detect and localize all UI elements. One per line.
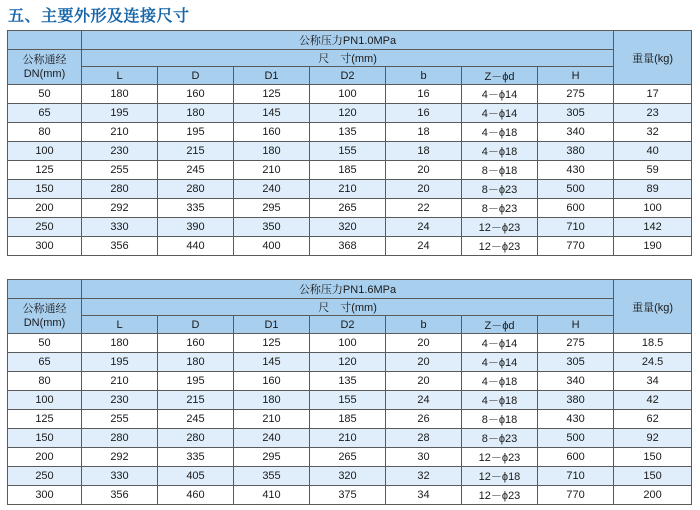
table-cell: 280 xyxy=(82,429,158,448)
table-cell: 250 xyxy=(8,467,82,486)
table-cell: 280 xyxy=(158,429,234,448)
table-cell: 240 xyxy=(234,429,310,448)
table-cell: 320 xyxy=(310,467,386,486)
table-row xyxy=(8,353,692,372)
table-cell: 280 xyxy=(82,180,158,199)
table-cell: 50 xyxy=(8,85,82,104)
table-cell: 410 xyxy=(234,486,310,505)
table-cell: 20 xyxy=(386,372,462,391)
table-row xyxy=(8,448,692,467)
table-cell: 65 xyxy=(8,353,82,372)
spec-table-pn10 xyxy=(7,30,692,256)
table-row xyxy=(8,372,692,391)
table-row xyxy=(8,123,692,142)
table-cell: 430 xyxy=(538,161,614,180)
table-cell: 440 xyxy=(158,237,234,256)
table-cell: 160 xyxy=(158,334,234,353)
table-cell: 180 xyxy=(234,142,310,161)
table-cell: 145 xyxy=(234,104,310,123)
table-cell: 120 xyxy=(310,104,386,123)
weight-header: 重量(kg) xyxy=(614,31,692,85)
table-cell: 210 xyxy=(310,429,386,448)
dn-header xyxy=(8,50,82,85)
table-cell: 245 xyxy=(158,410,234,429)
table-cell: 255 xyxy=(82,410,158,429)
table-cell: 380 xyxy=(538,391,614,410)
table-cell: 295 xyxy=(234,448,310,467)
table-cell: 100 xyxy=(8,142,82,161)
table-row xyxy=(8,429,692,448)
table-cell: 20 xyxy=(386,353,462,372)
dn-header-line2: DN(mm) xyxy=(23,68,66,80)
table-row xyxy=(8,237,692,256)
table-cell: 335 xyxy=(158,448,234,467)
table-row xyxy=(8,142,692,161)
table-cell: 4－ϕ14 xyxy=(462,353,538,372)
table-cell: 135 xyxy=(310,372,386,391)
table-cell: 405 xyxy=(158,467,234,486)
dn-header-line1: 公称通经 xyxy=(22,303,67,315)
pressure-label: 公称压力PN1.6MPa xyxy=(82,280,614,299)
table-cell: 8－ϕ18 xyxy=(462,161,538,180)
table-cell: 230 xyxy=(82,391,158,410)
table-cell: 150 xyxy=(8,180,82,199)
table-cell: 210 xyxy=(82,123,158,142)
table-cell: 125 xyxy=(234,85,310,104)
table-cell: 180 xyxy=(158,104,234,123)
table-cell: 20 xyxy=(386,334,462,353)
table-body xyxy=(8,334,692,505)
table-cell: 210 xyxy=(310,180,386,199)
spec-table-pn16 xyxy=(7,279,692,505)
table-row xyxy=(8,410,692,429)
table-body xyxy=(8,85,692,256)
table-cell: 430 xyxy=(538,410,614,429)
column-header: Z－ϕd xyxy=(462,67,538,85)
table-cell: 200 xyxy=(8,199,82,218)
table-cell: 500 xyxy=(538,180,614,199)
table-cell: 195 xyxy=(82,104,158,123)
table-cell: 28 xyxy=(386,429,462,448)
dn-header-line2: DN(mm) xyxy=(23,317,66,329)
table-cell: 390 xyxy=(158,218,234,237)
table-cell: 295 xyxy=(234,199,310,218)
table-cell: 305 xyxy=(538,104,614,123)
table-cell: 125 xyxy=(8,161,82,180)
table-cell: 275 xyxy=(538,85,614,104)
table-cell: 18.5 xyxy=(614,334,692,353)
table-cell: 400 xyxy=(234,237,310,256)
table-cell: 8－ϕ18 xyxy=(462,410,538,429)
table-cell: 100 xyxy=(310,85,386,104)
table-cell: 240 xyxy=(234,180,310,199)
table-row xyxy=(8,161,692,180)
table-cell: 355 xyxy=(234,467,310,486)
table-cell: 200 xyxy=(8,448,82,467)
table-cell: 92 xyxy=(614,429,692,448)
table-cell: 12－ϕ23 xyxy=(462,486,538,505)
table-cell: 180 xyxy=(82,85,158,104)
table-cell: 32 xyxy=(614,123,692,142)
table-cell: 250 xyxy=(8,218,82,237)
table-cell: 8－ϕ23 xyxy=(462,180,538,199)
table-cell: 275 xyxy=(538,334,614,353)
table-cell: 330 xyxy=(82,467,158,486)
table-cell: 59 xyxy=(614,161,692,180)
table-cell: 185 xyxy=(310,410,386,429)
table-cell: 26 xyxy=(386,410,462,429)
table-cell: 20 xyxy=(386,180,462,199)
table-row xyxy=(8,334,692,353)
column-header: H xyxy=(538,67,614,85)
table-row xyxy=(8,391,692,410)
table-cell: 195 xyxy=(158,372,234,391)
table-cell: 12－ϕ23 xyxy=(462,218,538,237)
table-cell: 292 xyxy=(82,448,158,467)
table-cell: 210 xyxy=(234,161,310,180)
column-header: D1 xyxy=(234,67,310,85)
table-cell: 265 xyxy=(310,199,386,218)
table-cell: 4－ϕ14 xyxy=(462,85,538,104)
table-cell: 34 xyxy=(386,486,462,505)
table-cell: 300 xyxy=(8,237,82,256)
table-cell: 34 xyxy=(614,372,692,391)
pressure-label: 公称压力PN1.0MPa xyxy=(82,31,614,50)
table-cell: 710 xyxy=(538,218,614,237)
table-cell: 145 xyxy=(234,353,310,372)
section-title: 五、主要外形及连接尺寸 xyxy=(8,6,190,25)
table-cell: 265 xyxy=(310,448,386,467)
table-cell: 160 xyxy=(158,85,234,104)
column-header: H xyxy=(538,316,614,334)
table-cell: 180 xyxy=(234,391,310,410)
table-cell: 710 xyxy=(538,467,614,486)
weight-header: 重量(kg) xyxy=(614,280,692,334)
table-cell: 142 xyxy=(614,218,692,237)
table-cell: 160 xyxy=(234,372,310,391)
table-cell: 12－ϕ23 xyxy=(462,237,538,256)
table-cell: 150 xyxy=(8,429,82,448)
table-cell: 89 xyxy=(614,180,692,199)
table-cell: 155 xyxy=(310,391,386,410)
table-cell: 65 xyxy=(8,104,82,123)
table-cell: 770 xyxy=(538,237,614,256)
table-cell: 62 xyxy=(614,410,692,429)
table-row xyxy=(8,199,692,218)
table-cell: 375 xyxy=(310,486,386,505)
column-header: b xyxy=(386,67,462,85)
table-cell: 42 xyxy=(614,391,692,410)
table-cell: 600 xyxy=(538,199,614,218)
table-row xyxy=(8,486,692,505)
table-cell: 305 xyxy=(538,353,614,372)
table-cell: 135 xyxy=(310,123,386,142)
table-cell: 180 xyxy=(82,334,158,353)
table-cell: 320 xyxy=(310,218,386,237)
column-header: L xyxy=(82,67,158,85)
table-cell: 32 xyxy=(386,467,462,486)
table-cell: 17 xyxy=(614,85,692,104)
table-cell: 24 xyxy=(386,237,462,256)
table-cell: 125 xyxy=(234,334,310,353)
table-cell: 255 xyxy=(82,161,158,180)
column-header-row xyxy=(8,67,692,85)
table-cell: 185 xyxy=(310,161,386,180)
table-cell: 125 xyxy=(8,410,82,429)
column-header: D1 xyxy=(234,316,310,334)
table-cell: 330 xyxy=(82,218,158,237)
table-cell: 120 xyxy=(310,353,386,372)
table-row xyxy=(8,104,692,123)
table-cell: 22 xyxy=(386,199,462,218)
table-cell: 40 xyxy=(614,142,692,161)
table-cell: 356 xyxy=(82,237,158,256)
table-cell: 245 xyxy=(158,161,234,180)
table-row xyxy=(8,85,692,104)
table-cell: 18 xyxy=(386,123,462,142)
table-cell: 4－ϕ18 xyxy=(462,142,538,161)
table-cell: 12－ϕ23 xyxy=(462,448,538,467)
table-cell: 12－ϕ18 xyxy=(462,467,538,486)
table-cell: 180 xyxy=(158,353,234,372)
table-cell: 8－ϕ23 xyxy=(462,199,538,218)
table-cell: 215 xyxy=(158,142,234,161)
table-cell: 292 xyxy=(82,199,158,218)
table-cell: 160 xyxy=(234,123,310,142)
table-cell: 195 xyxy=(82,353,158,372)
table-cell: 195 xyxy=(158,123,234,142)
dn-header xyxy=(8,299,82,334)
table-cell: 215 xyxy=(158,391,234,410)
table-cell: 150 xyxy=(614,448,692,467)
table-cell: 18 xyxy=(386,142,462,161)
table-cell: 24 xyxy=(386,391,462,410)
table-cell: 280 xyxy=(158,180,234,199)
column-header: D xyxy=(158,67,234,85)
table-cell: 4－ϕ14 xyxy=(462,334,538,353)
column-header: L xyxy=(82,316,158,334)
column-header: Z－ϕd xyxy=(462,316,538,334)
table-cell: 23 xyxy=(614,104,692,123)
table-cell: 230 xyxy=(82,142,158,161)
table-cell: 4－ϕ18 xyxy=(462,123,538,142)
table-cell: 155 xyxy=(310,142,386,161)
column-header: D2 xyxy=(310,316,386,334)
table-cell: 210 xyxy=(234,410,310,429)
blank-corner-cell xyxy=(8,31,82,50)
table-cell: 16 xyxy=(386,104,462,123)
table-cell: 460 xyxy=(158,486,234,505)
table-cell: 8－ϕ23 xyxy=(462,429,538,448)
dn-header-line1: 公称通经 xyxy=(22,54,67,66)
column-header-row xyxy=(8,316,692,334)
table-cell: 356 xyxy=(82,486,158,505)
dimension-group-header: 尺 寸(mm) xyxy=(82,50,614,67)
table-cell: 380 xyxy=(538,142,614,161)
table-cell: 335 xyxy=(158,199,234,218)
column-header: b xyxy=(386,316,462,334)
column-header: D2 xyxy=(310,67,386,85)
table-cell: 340 xyxy=(538,123,614,142)
table-cell: 190 xyxy=(614,237,692,256)
table-row xyxy=(8,218,692,237)
table-cell: 350 xyxy=(234,218,310,237)
table-cell: 24.5 xyxy=(614,353,692,372)
table-row xyxy=(8,180,692,199)
table-cell: 16 xyxy=(386,85,462,104)
table-cell: 30 xyxy=(386,448,462,467)
table-cell: 300 xyxy=(8,486,82,505)
table-cell: 500 xyxy=(538,429,614,448)
column-header: D xyxy=(158,316,234,334)
table-cell: 24 xyxy=(386,218,462,237)
table-cell: 368 xyxy=(310,237,386,256)
table-cell: 100 xyxy=(8,391,82,410)
dimension-group-header: 尺 寸(mm) xyxy=(82,299,614,316)
table-cell: 100 xyxy=(310,334,386,353)
table-cell: 200 xyxy=(614,486,692,505)
table-cell: 50 xyxy=(8,334,82,353)
table-cell: 4－ϕ18 xyxy=(462,372,538,391)
table-row xyxy=(8,467,692,486)
table-cell: 770 xyxy=(538,486,614,505)
table-cell: 600 xyxy=(538,448,614,467)
table-cell: 80 xyxy=(8,123,82,142)
table-cell: 4－ϕ18 xyxy=(462,391,538,410)
blank-corner-cell xyxy=(8,280,82,299)
table-cell: 80 xyxy=(8,372,82,391)
table-cell: 20 xyxy=(386,161,462,180)
table-cell: 210 xyxy=(82,372,158,391)
table-cell: 4－ϕ14 xyxy=(462,104,538,123)
table-cell: 100 xyxy=(614,199,692,218)
table-cell: 340 xyxy=(538,372,614,391)
table-cell: 150 xyxy=(614,467,692,486)
